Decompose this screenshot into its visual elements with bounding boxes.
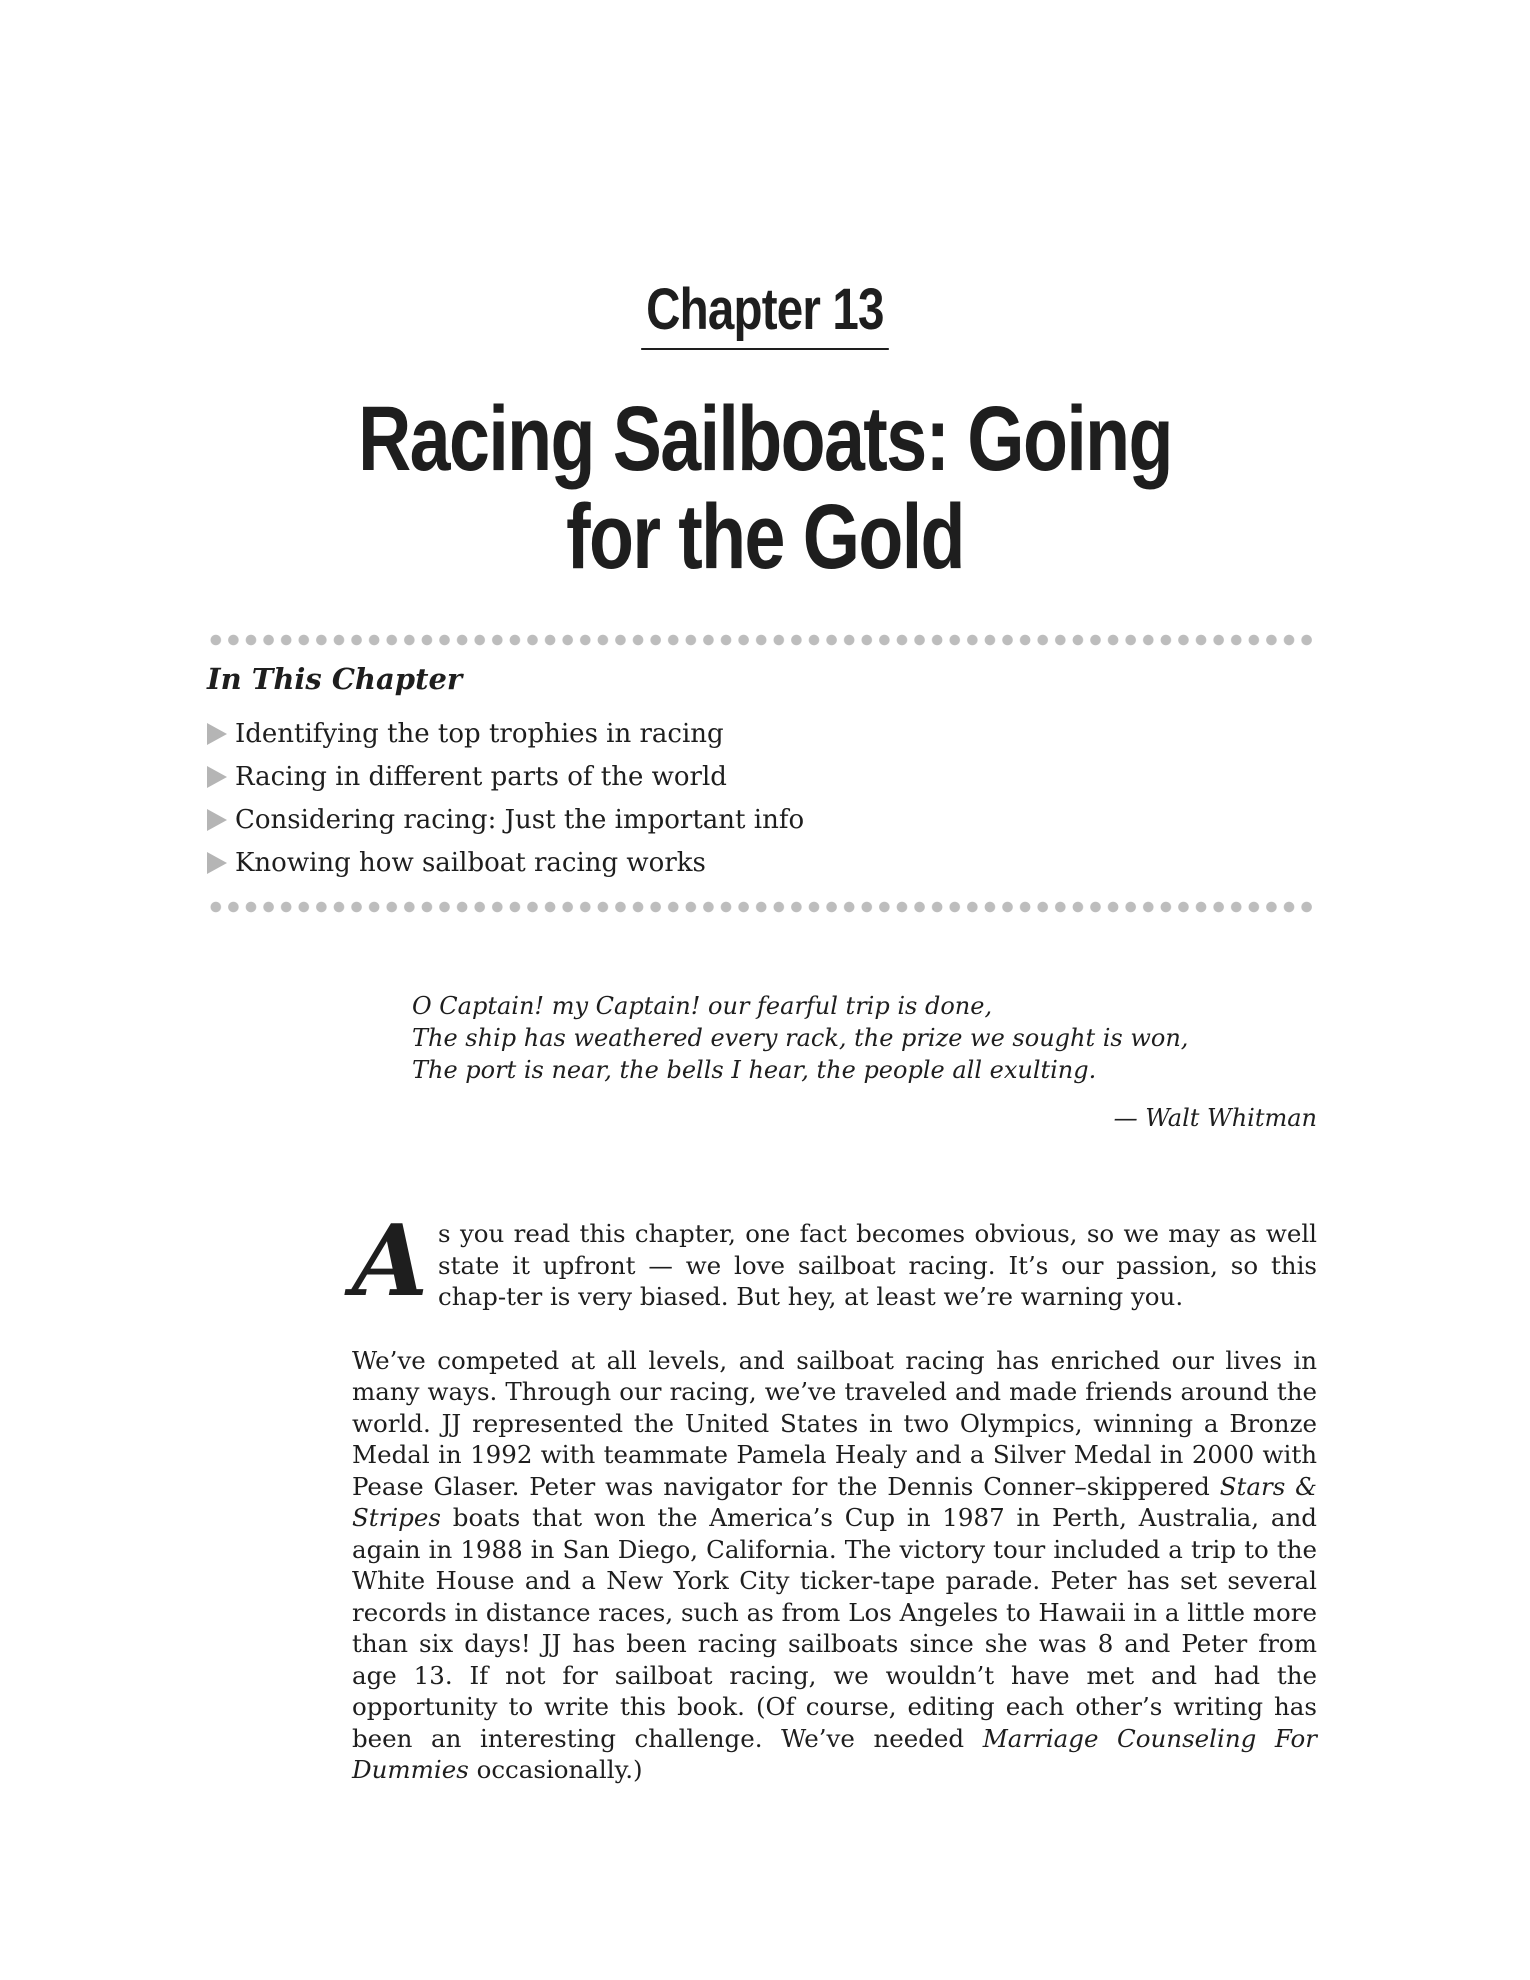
chapter-title-line-2: for the Gold (566, 486, 964, 588)
epigraph (412, 990, 1317, 1132)
paragraph-2-text: We’ve competed at all levels, and sailboat racing has enriched our lives in many ways. Through our racing, we’ve traveled and made friends around the world. JJ represented the United States in two Olympics, winning a Bronze Medal in 1992 with teammate Pamela Healy and a Silver Medal in 2000 with Pease Glaser. Peter was navigator for the Dennis Conner–skippered (352, 1345, 1317, 1501)
epigraph-line: The ship has weathered every rack, the prize we sought is won, (412, 1024, 1189, 1052)
chapter-topics-list (207, 712, 804, 884)
chapter-number (0, 278, 1530, 350)
body-text (352, 1204, 1317, 1818)
paragraph-1-text: s you read this chapter, one fact becomes obvious, so we may as well state it upfront — we love sailboat racing. It’s our passion, so this chap-ter is very biased. But hey, at least we’re warning you. (438, 1219, 1317, 1311)
triangle-bullet-icon (207, 766, 227, 788)
list-item-text: Racing in different parts of the world (235, 761, 727, 792)
epigraph-line: The port is near, the bells I hear, the people all exulting. (412, 1056, 1097, 1084)
list-item (207, 798, 804, 841)
paragraph-2-text: boats that won the America’s Cup in 1987 in Perth, Australia, and again in 1988 in San Diego, California. The victory tour included a trip to the White House and a New York City ticker-tape parade. Peter has set several records in distance races, such as from Los Angeles to Hawaii in a little more than six days! JJ has been racing sailboats since she was 8 and Peter from age 13. If not for sailboat racing, we wouldn’t have met and had the opportunity to write this book. (Of course, editing each other’s writing has been an interesting challenge. We’ve needed (352, 1503, 1317, 1753)
chapter-number-text: Chapter 13 (641, 278, 888, 350)
drop-cap: A (352, 1204, 429, 1319)
triangle-bullet-icon (207, 723, 227, 745)
epigraph-line: O Captain! my Captain! our fearful trip is done, (412, 992, 993, 1020)
book-title-marriage-counseling: Marriage Counseling For Dummies (352, 1723, 1317, 1784)
list-item (207, 841, 804, 884)
list-item-text: Identifying the top trophies in racing (235, 718, 724, 749)
dotted-divider-top (207, 634, 1312, 646)
list-item-text: Knowing how sailboat racing works (235, 847, 706, 878)
paragraph-1 (352, 1204, 1317, 1319)
list-item (207, 755, 804, 798)
dotted-divider-bottom (207, 901, 1312, 913)
in-this-chapter-heading: In This Chapter (207, 662, 463, 696)
list-item-text: Considering racing: Just the important info (235, 804, 805, 835)
paragraph-2 (352, 1345, 1317, 1786)
paragraph-2-text: occasionally.) (468, 1755, 643, 1784)
book-title-stars-stripes: Stars & Stripes (352, 1471, 1317, 1532)
list-item (207, 712, 804, 755)
chapter-title-line-1: Racing Sailboats: Going (358, 388, 1172, 490)
triangle-bullet-icon (207, 809, 227, 831)
epigraph-attribution: — Walt Whitman (1113, 1104, 1317, 1132)
chapter-title (0, 390, 1530, 586)
triangle-bullet-icon (207, 852, 227, 874)
